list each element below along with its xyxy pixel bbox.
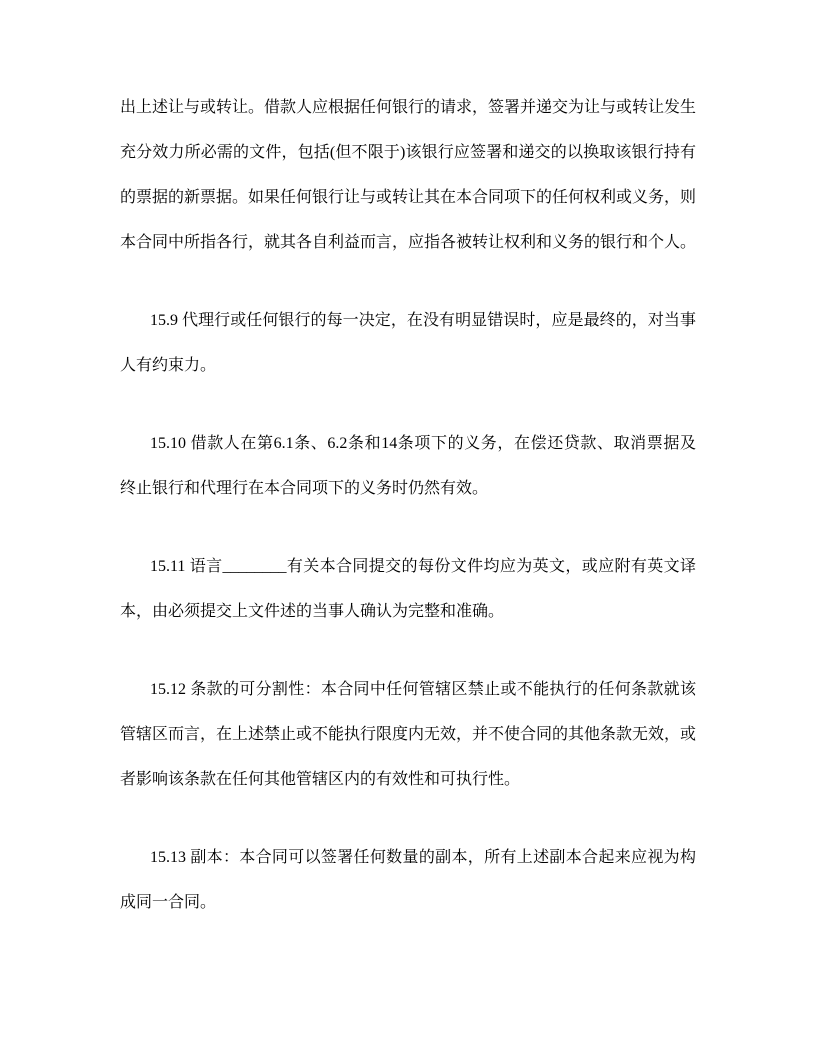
text-line: 15.10 借款人在第6.1条、6.2条和14条项下的义务，在偿还贷款、取消票据及 <box>150 435 696 452</box>
text-line: 充分效力所必需的文件，包括(但不限于)该银行应签署和递交的以换取该银行持有 <box>120 144 696 161</box>
text-line: 本合同中所指各行，就其各自利益而言，应指各被转让权利和义务的银行和个人。 <box>120 234 696 251</box>
text-line: 人有约束力。 <box>120 357 217 374</box>
paragraph-clause-15-11 <box>120 544 696 634</box>
text-line: 成同一合同。 <box>120 894 217 911</box>
text-line: 的票据的新票据。如果任何银行让与或转让其在本合同项下的任何权利或义务，则 <box>120 189 696 206</box>
text-line: 15.12 条款的可分割性：本合同中任何管辖区禁止或不能执行的任何条款就该 <box>150 681 696 698</box>
paragraph-clause-15-10 <box>120 421 696 511</box>
text-line: 15.13 副本：本合同可以签署任何数量的副本，所有上述副本合起来应视为构 <box>150 849 696 866</box>
text-line: 者影响该条款在任何其他管辖区内的有效性和可执行性。 <box>120 771 521 788</box>
text-line: 15.9 代理行或任何银行的每一决定，在没有明显错误时，应是最终的，对当事 <box>150 312 696 329</box>
text-line: 终止银行和代理行在本合同项下的义务时仍然有效。 <box>120 480 489 497</box>
paragraph-clause-15-8-continuation <box>120 85 696 265</box>
text-line: 出上述让与或转让。借款人应根据任何银行的请求，签署并递交为让与或转让发生 <box>120 99 696 116</box>
text-line: 15.11 语言________有关本合同提交的每份文件均应为英文，或应附有英文译 <box>150 558 696 575</box>
text-line: 本，由必须提交上文件述的当事人确认为完整和准确。 <box>120 603 505 620</box>
paragraph-clause-15-13 <box>120 835 696 925</box>
paragraph-clause-15-12 <box>120 667 696 802</box>
text-line: 管辖区而言，在上述禁止或不能执行限度内无效，并不使合同的其他条款无效，或 <box>120 726 696 743</box>
paragraph-clause-15-9 <box>120 298 696 388</box>
